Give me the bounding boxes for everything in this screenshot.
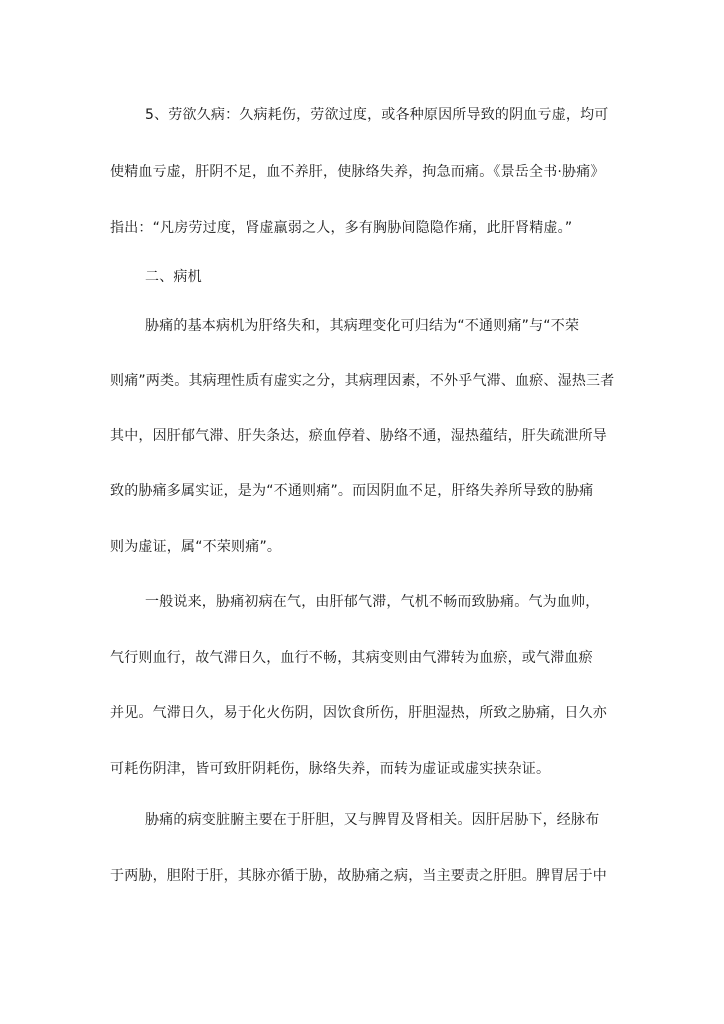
text-line: 使精血亏虚，肝阴不足，血不养肝，使脉络失养，拘急而痛。《景岳全书·胁痛》 <box>110 164 605 180</box>
text-line: 并见。气滞日久，易于化火伤阴，因饮食所伤，肝胆湿热，所致之胁痛，日久亦 <box>110 705 607 721</box>
text-line: 指出：“凡房劳过度，肾虚羸弱之人，多有胸胁间隐隐作痛，此肝肾精虚。” <box>110 220 573 236</box>
text-line: 5、劳欲久病：久病耗伤，劳欲过度，或各种原因所导致的阴血亏虚，均可 <box>145 107 609 123</box>
text-line: 胁痛的病变脏腑主要在于肝胆，又与脾胃及肾相关。因肝居胁下，经脉布 <box>145 812 600 828</box>
text-line: 可耗伤阴津，皆可致肝阴耗伤，脉络失养，而转为虚证或虚实挟杂证。 <box>110 761 551 777</box>
text-line: 致的胁痛多属实证，是为“不通则痛”。而因阴血不足，肝络失养所导致的胁痛 <box>110 483 594 499</box>
text-line: 气行则血行，故气滞日久，血行不畅，其病变则由气滞转为血瘀，或气滞血瘀 <box>110 650 593 666</box>
text-line: 于两胁，胆附于肝，其脉亦循于胁，故胁痛之病，当主要责之肝胆。脾胃居于中 <box>110 868 607 884</box>
section-heading: 二、病机 <box>145 269 202 285</box>
text-line: 一般说来，胁痛初病在气，由肝郁气滞，气机不畅而致胁痛。气为血帅， <box>145 594 600 610</box>
text-line: 胁痛的基本病机为肝络失和，其病理变化可归结为“不通则痛”与“不荣 <box>145 318 580 334</box>
text-line: 其中，因肝郁气滞、肝失条达，瘀血停着、胁络不通，湿热蕴结，肝失疏泄所导 <box>110 428 607 444</box>
text-line: 则痛”两类。其病理性质有虚实之分，其病理因素，不外乎气滞、血瘀、湿热三者 <box>110 373 615 389</box>
text-line: 则为虚证，属“不荣则痛”。 <box>110 539 282 555</box>
